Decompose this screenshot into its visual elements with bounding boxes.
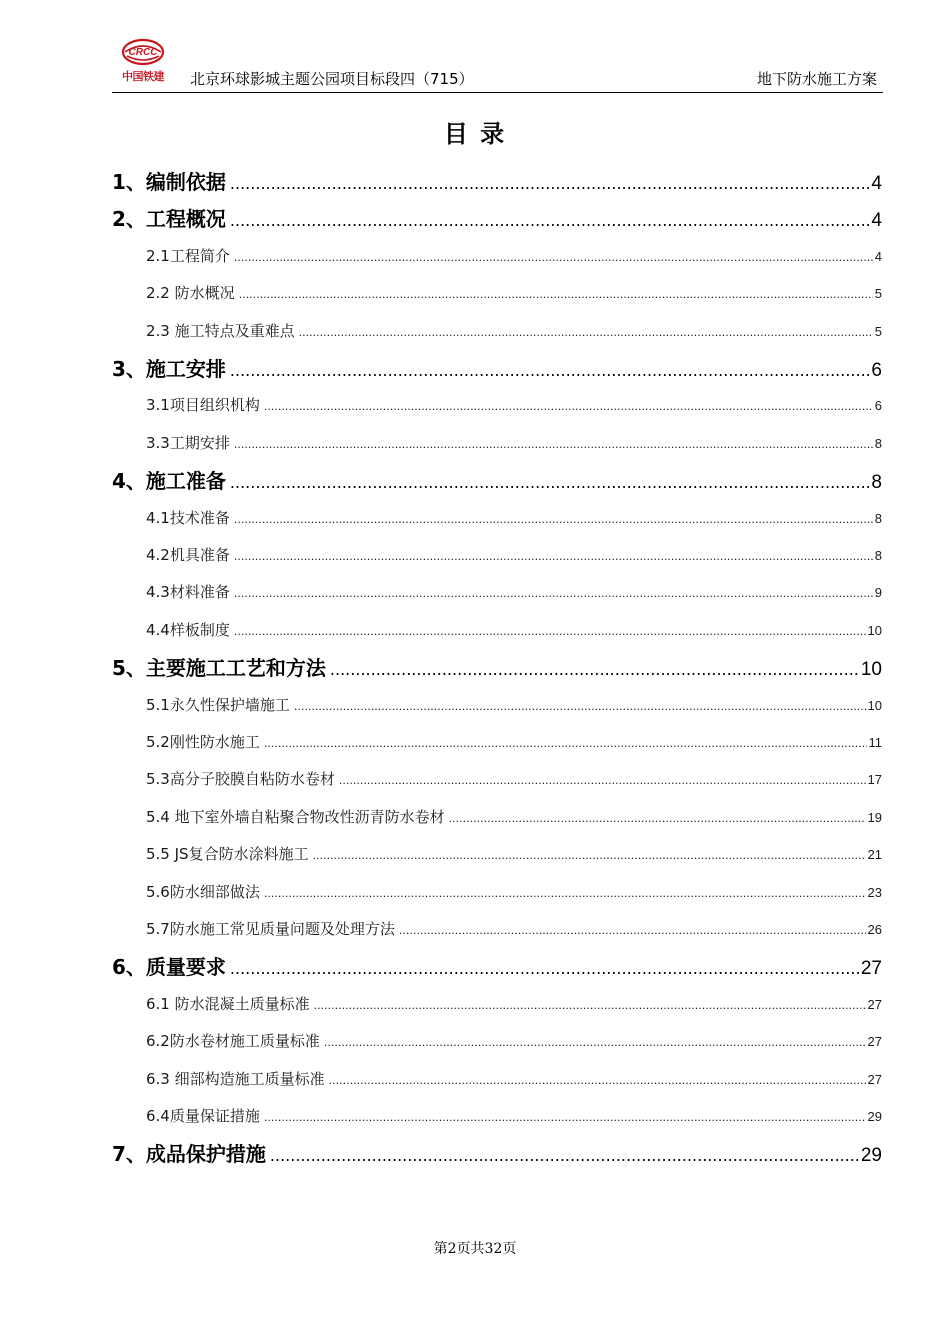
toc-entry-label: 5.4 地下室外墙自粘聚合物改性沥青防水卷材: [146, 807, 445, 826]
toc-section-entry[interactable]: [146, 1068, 882, 1089]
toc-dot-leader: [329, 1074, 866, 1087]
toc-dot-leader: [270, 1146, 859, 1165]
toc-dot-leader: [314, 999, 866, 1012]
toc-entry-label: 3、施工安排: [112, 357, 226, 381]
toc-dot-leader: [324, 1036, 866, 1049]
toc-section-entry[interactable]: [146, 507, 882, 528]
toc-entry-page-number: 10: [867, 697, 882, 713]
toc-dot-leader: [264, 887, 866, 900]
toc-section-entry[interactable]: [146, 245, 882, 266]
toc-section-entry[interactable]: [146, 993, 882, 1014]
toc-section-entry[interactable]: [146, 581, 882, 602]
toc-entry-page-number: 27: [867, 996, 882, 1012]
toc-entry-label: 4.2机具准备: [146, 546, 230, 564]
toc-section-entry[interactable]: [146, 619, 882, 640]
toc-dot-leader: [234, 513, 873, 526]
toc-entry-label: 6.1 防水混凝土质量标准: [146, 994, 310, 1013]
toc-title: 目 录: [443, 120, 507, 148]
toc-section-entry[interactable]: [146, 731, 882, 752]
toc-dot-leader: [339, 774, 866, 787]
toc-entry-page-number: 27: [860, 958, 882, 980]
toc-entry-label: 5.1永久性保护墙施工: [146, 695, 290, 714]
toc-entry-page-number: 9: [874, 585, 882, 601]
toc-entry-label: 5.6防水细部做法: [146, 882, 260, 901]
toc-entry-page-number: 8: [874, 435, 882, 451]
toc-entry-label: 2、工程概况: [112, 207, 226, 232]
toc-dot-leader: [230, 473, 870, 492]
toc-dot-leader: [264, 737, 867, 750]
toc-entry-label: 4.1技术准备: [146, 508, 230, 527]
toc-entry-page-number: 23: [867, 884, 882, 900]
toc-entry-page-number: 17: [867, 772, 882, 788]
toc-entry-page-number: 26: [867, 922, 882, 937]
toc-entry-page-number: 27: [867, 1071, 882, 1087]
toc-entry-page-number: 11: [868, 735, 882, 750]
toc-entry-page-number: 6: [871, 360, 882, 381]
toc-entry-label: 6.3 细部构造施工质量标准: [146, 1069, 325, 1088]
toc-entry-label: 3.3工期安排: [146, 433, 230, 452]
toc-dot-leader: [313, 849, 866, 862]
toc-entry-page-number: 5: [874, 286, 882, 302]
header-project-name: 北京环球影城主题公园项目标段四（715）: [190, 70, 474, 88]
toc-section-entry[interactable]: [146, 320, 882, 341]
toc-section-entry[interactable]: [146, 432, 882, 453]
toc-entry-label: 2.2 防水概况: [146, 284, 235, 303]
toc-dot-leader: [399, 924, 866, 937]
toc-entry-label: 2.3 施工特点及重难点: [146, 321, 295, 340]
toc-entry-page-number: 4: [871, 173, 882, 194]
crcc-logo: [112, 38, 174, 86]
toc-entry-label: 5、主要施工工艺和方法: [112, 656, 326, 681]
toc-entry-page-number: 5: [874, 323, 882, 339]
toc-dot-leader: [264, 1111, 866, 1124]
toc-chapter-entry[interactable]: [112, 166, 882, 195]
crcc-logo-icon: [121, 38, 165, 68]
toc-entry-page-number: 8: [871, 472, 882, 494]
toc-section-entry[interactable]: [146, 768, 882, 789]
page-footer: 第2页共32页: [433, 1241, 517, 1257]
toc-chapter-entry[interactable]: [112, 1138, 882, 1167]
toc-section-entry[interactable]: [146, 544, 882, 565]
toc-entry-label: 6、质量要求: [112, 955, 226, 980]
toc-dot-leader: [330, 660, 859, 679]
toc-entry-label: 5.3高分子胶膜自粘防水卷材: [146, 770, 335, 789]
toc-entry-page-number: 21: [867, 847, 882, 863]
toc-section-entry[interactable]: [146, 918, 882, 939]
toc-dot-leader: [234, 251, 873, 264]
toc-entry-page-number: 6: [874, 398, 882, 414]
toc-section-entry[interactable]: [146, 694, 882, 715]
toc-section-entry[interactable]: [146, 282, 882, 303]
toc-dot-leader: [449, 812, 866, 825]
toc-entry-label: 3.1项目组织机构: [146, 396, 260, 415]
toc-entry-label: 2.1工程简介: [146, 246, 230, 265]
toc-chapter-entry[interactable]: [112, 652, 882, 681]
logo-mark-text: CRCC: [128, 47, 158, 58]
toc-dot-leader: [230, 211, 870, 230]
toc-entry-label: 4.3材料准备: [146, 583, 230, 602]
toc-entry-page-number: 10: [860, 659, 882, 681]
toc-entry-page-number: 29: [860, 1145, 882, 1167]
toc-chapter-entry[interactable]: [112, 353, 882, 382]
toc-entry-label: 6.4质量保证措施: [146, 1107, 260, 1125]
toc-dot-leader: [234, 587, 873, 600]
toc-entry-label: 5.7防水施工常见质量问题及处理方法: [146, 920, 395, 938]
toc-entry-page-number: 19: [867, 809, 882, 825]
toc-dot-leader: [230, 361, 870, 380]
toc-dot-leader: [264, 400, 873, 413]
toc-dot-leader: [234, 550, 873, 563]
toc-entry-page-number: 8: [874, 548, 882, 563]
toc-section-entry[interactable]: [146, 881, 882, 902]
toc-entry-page-number: 4: [871, 210, 882, 232]
logo-company-name: 中国铁建: [122, 70, 164, 83]
toc-dot-leader: [294, 700, 866, 713]
toc-dot-leader: [239, 288, 873, 301]
header-document-name: 地下防水施工方案: [756, 70, 877, 88]
toc-entry-label: 4、施工准备: [112, 469, 226, 494]
toc-section-entry[interactable]: [146, 806, 882, 827]
toc-entry-label: 7、成品保护措施: [112, 1142, 266, 1167]
toc-entry-label: 4.4样板制度: [146, 620, 230, 639]
toc-entry-page-number: 4: [874, 248, 882, 264]
toc-chapter-entry[interactable]: [112, 465, 882, 494]
toc-dot-leader: [230, 174, 870, 193]
toc-section-entry[interactable]: [146, 1105, 882, 1126]
toc-dot-leader: [234, 438, 873, 451]
toc-section-entry[interactable]: [146, 394, 882, 415]
toc-entry-page-number: 29: [867, 1109, 882, 1124]
toc-dot-leader: [230, 959, 859, 978]
toc-entry-page-number: 27: [867, 1034, 882, 1050]
toc-entry-label: 6.2防水卷材施工质量标准: [146, 1032, 320, 1051]
toc-section-entry[interactable]: [146, 843, 882, 864]
toc-entry-label: 1、编制依据: [112, 170, 226, 194]
toc-dot-leader: [299, 326, 873, 339]
toc-entry-page-number: 10: [867, 622, 882, 638]
toc-entry-label: 5.5 JS复合防水涂料施工: [146, 845, 309, 864]
toc-chapter-entry[interactable]: [112, 951, 882, 980]
toc-chapter-entry[interactable]: [112, 203, 882, 232]
toc-entry-label: 5.2刚性防水施工: [146, 733, 260, 751]
toc-entry-page-number: 8: [874, 510, 882, 526]
toc-section-entry[interactable]: [146, 1030, 882, 1051]
page-header: [112, 38, 883, 93]
toc-dot-leader: [234, 625, 866, 638]
